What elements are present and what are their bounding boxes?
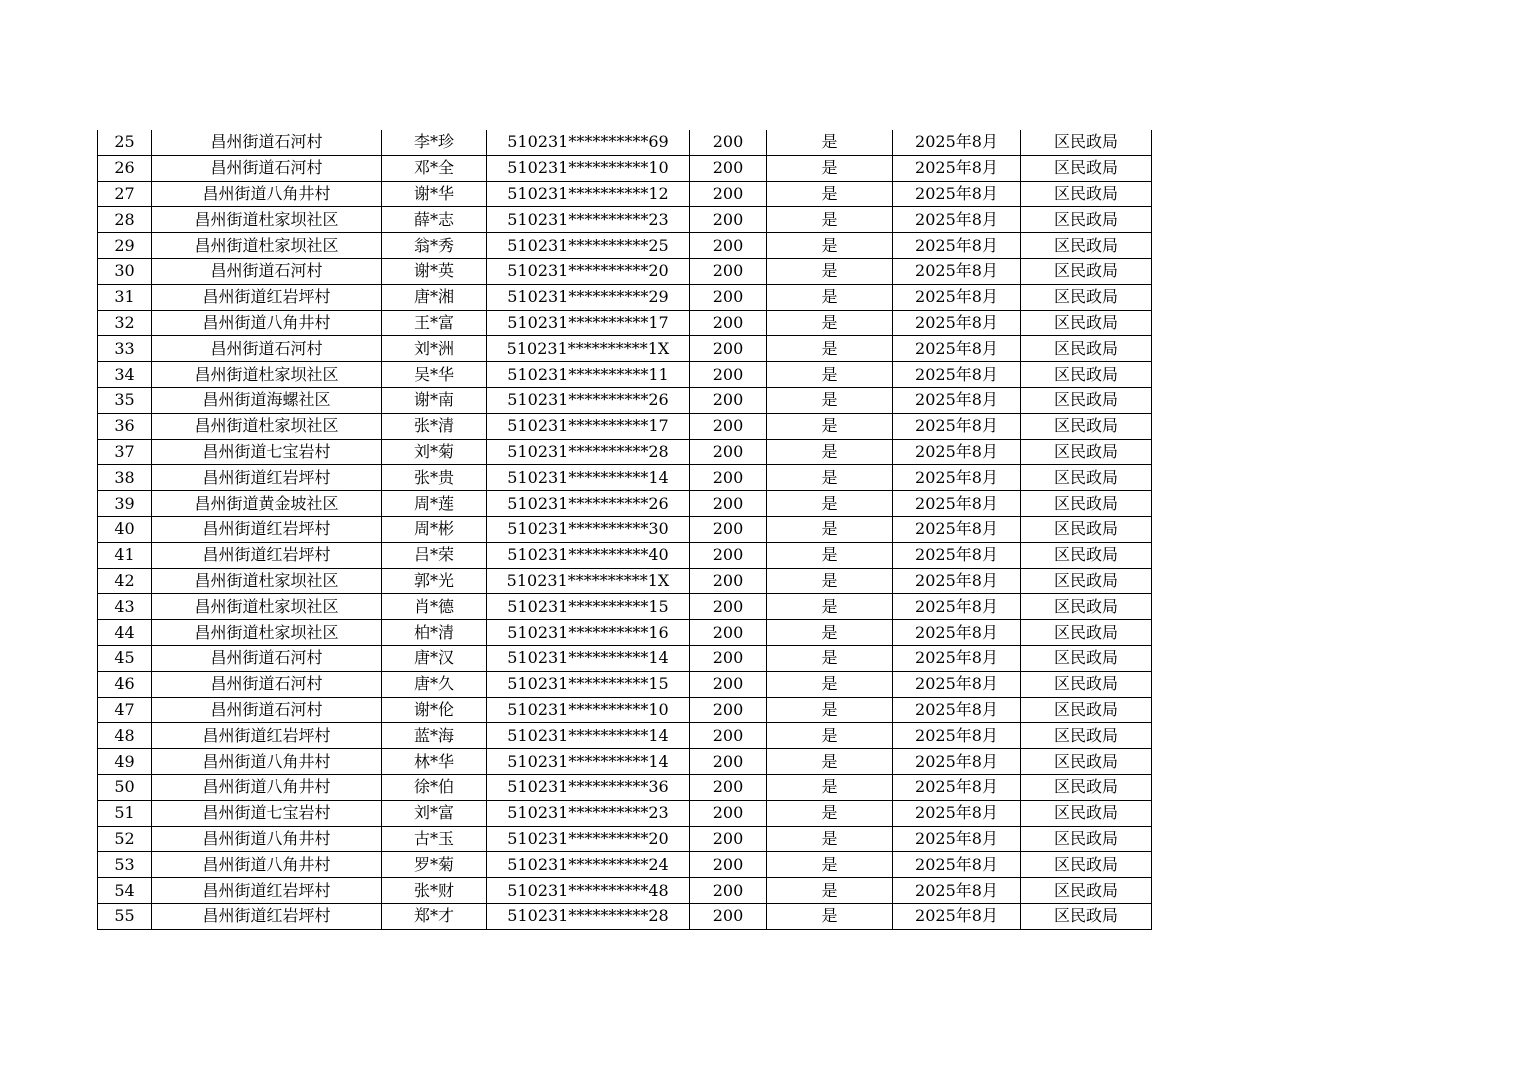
- cell-seq: 36: [98, 413, 152, 439]
- cell-date: 2025年8月: [893, 568, 1021, 594]
- cell-seq: 42: [98, 568, 152, 594]
- cell-flag: 是: [767, 516, 893, 542]
- cell-location: 昌州街道八角井村: [152, 852, 382, 878]
- cell-location: 昌州街道石河村: [152, 258, 382, 284]
- table-row: [98, 491, 1152, 517]
- cell-id-number: 510231**********40: [487, 542, 690, 568]
- table-row: [98, 645, 1152, 671]
- cell-seq: 55: [98, 903, 152, 929]
- cell-id-number: 510231**********26: [487, 491, 690, 517]
- cell-flag: 是: [767, 233, 893, 259]
- cell-location: 昌州街道杜家坝社区: [152, 362, 382, 388]
- cell-amount: 200: [690, 645, 767, 671]
- cell-dept: 区民政局: [1021, 465, 1152, 491]
- cell-flag: 是: [767, 697, 893, 723]
- table-row: [98, 284, 1152, 310]
- cell-location: 昌州街道石河村: [152, 155, 382, 181]
- cell-amount: 200: [690, 413, 767, 439]
- cell-seq: 47: [98, 697, 152, 723]
- cell-seq: 35: [98, 387, 152, 413]
- table-row: [98, 542, 1152, 568]
- cell-seq: 25: [98, 130, 152, 155]
- cell-date: 2025年8月: [893, 233, 1021, 259]
- roster-table: [97, 130, 1152, 930]
- cell-name: 吕*荣: [382, 542, 487, 568]
- cell-amount: 200: [690, 181, 767, 207]
- table-row: [98, 568, 1152, 594]
- cell-date: 2025年8月: [893, 413, 1021, 439]
- cell-seq: 52: [98, 826, 152, 852]
- cell-id-number: 510231**********14: [487, 465, 690, 491]
- cell-location: 昌州街道红岩坪村: [152, 284, 382, 310]
- cell-date: 2025年8月: [893, 878, 1021, 904]
- cell-id-number: 510231**********28: [487, 439, 690, 465]
- cell-location: 昌州街道石河村: [152, 645, 382, 671]
- cell-amount: 200: [690, 516, 767, 542]
- cell-id-number: 510231**********20: [487, 258, 690, 284]
- cell-dept: 区民政局: [1021, 620, 1152, 646]
- cell-name: 唐*湘: [382, 284, 487, 310]
- cell-id-number: 510231**********48: [487, 878, 690, 904]
- cell-dept: 区民政局: [1021, 852, 1152, 878]
- cell-flag: 是: [767, 542, 893, 568]
- cell-flag: 是: [767, 903, 893, 929]
- table-row: [98, 336, 1152, 362]
- cell-name: 谢*华: [382, 181, 487, 207]
- cell-flag: 是: [767, 568, 893, 594]
- cell-amount: 200: [690, 130, 767, 155]
- cell-id-number: 510231**********16: [487, 620, 690, 646]
- cell-amount: 200: [690, 697, 767, 723]
- cell-amount: 200: [690, 465, 767, 491]
- table-row: [98, 130, 1152, 155]
- cell-date: 2025年8月: [893, 465, 1021, 491]
- cell-location: 昌州街道七宝岩村: [152, 439, 382, 465]
- cell-name: 王*富: [382, 310, 487, 336]
- cell-date: 2025年8月: [893, 800, 1021, 826]
- table-row: [98, 413, 1152, 439]
- cell-name: 张*财: [382, 878, 487, 904]
- cell-location: 昌州街道黄金坡社区: [152, 491, 382, 517]
- cell-date: 2025年8月: [893, 516, 1021, 542]
- cell-date: 2025年8月: [893, 723, 1021, 749]
- cell-id-number: 510231**********69: [487, 130, 690, 155]
- cell-dept: 区民政局: [1021, 207, 1152, 233]
- cell-id-number: 510231**********15: [487, 594, 690, 620]
- cell-id-number: 510231**********28: [487, 903, 690, 929]
- cell-id-number: 510231**********10: [487, 155, 690, 181]
- cell-location: 昌州街道红岩坪村: [152, 465, 382, 491]
- table-row: [98, 826, 1152, 852]
- cell-name: 邓*全: [382, 155, 487, 181]
- cell-date: 2025年8月: [893, 439, 1021, 465]
- table-row: [98, 878, 1152, 904]
- cell-amount: 200: [690, 568, 767, 594]
- cell-amount: 200: [690, 284, 767, 310]
- cell-amount: 200: [690, 387, 767, 413]
- cell-seq: 50: [98, 774, 152, 800]
- table-row: [98, 697, 1152, 723]
- cell-name: 吴*华: [382, 362, 487, 388]
- cell-dept: 区民政局: [1021, 181, 1152, 207]
- cell-name: 郑*才: [382, 903, 487, 929]
- cell-name: 刘*洲: [382, 336, 487, 362]
- cell-flag: 是: [767, 723, 893, 749]
- cell-location: 昌州街道红岩坪村: [152, 903, 382, 929]
- cell-dept: 区民政局: [1021, 774, 1152, 800]
- cell-date: 2025年8月: [893, 181, 1021, 207]
- cell-date: 2025年8月: [893, 903, 1021, 929]
- cell-id-number: 510231**********20: [487, 826, 690, 852]
- cell-name: 谢*伦: [382, 697, 487, 723]
- cell-amount: 200: [690, 233, 767, 259]
- cell-seq: 30: [98, 258, 152, 284]
- cell-flag: 是: [767, 258, 893, 284]
- cell-flag: 是: [767, 852, 893, 878]
- cell-location: 昌州街道红岩坪村: [152, 516, 382, 542]
- cell-amount: 200: [690, 336, 767, 362]
- cell-location: 昌州街道石河村: [152, 697, 382, 723]
- cell-date: 2025年8月: [893, 155, 1021, 181]
- roster-sheet: [97, 130, 1152, 930]
- table-row: [98, 310, 1152, 336]
- cell-name: 张*清: [382, 413, 487, 439]
- cell-name: 薛*志: [382, 207, 487, 233]
- cell-date: 2025年8月: [893, 852, 1021, 878]
- cell-amount: 200: [690, 258, 767, 284]
- cell-date: 2025年8月: [893, 697, 1021, 723]
- table-row: [98, 852, 1152, 878]
- cell-date: 2025年8月: [893, 620, 1021, 646]
- cell-dept: 区民政局: [1021, 258, 1152, 284]
- cell-id-number: 510231**********12: [487, 181, 690, 207]
- cell-seq: 39: [98, 491, 152, 517]
- cell-date: 2025年8月: [893, 491, 1021, 517]
- cell-dept: 区民政局: [1021, 310, 1152, 336]
- cell-seq: 37: [98, 439, 152, 465]
- cell-dept: 区民政局: [1021, 723, 1152, 749]
- cell-amount: 200: [690, 594, 767, 620]
- cell-dept: 区民政局: [1021, 413, 1152, 439]
- cell-dept: 区民政局: [1021, 645, 1152, 671]
- cell-dept: 区民政局: [1021, 387, 1152, 413]
- cell-location: 昌州街道杜家坝社区: [152, 413, 382, 439]
- cell-location: 昌州街道红岩坪村: [152, 542, 382, 568]
- cell-dept: 区民政局: [1021, 903, 1152, 929]
- cell-location: 昌州街道红岩坪村: [152, 723, 382, 749]
- cell-dept: 区民政局: [1021, 749, 1152, 775]
- cell-id-number: 510231**********1X: [487, 568, 690, 594]
- cell-amount: 200: [690, 878, 767, 904]
- cell-seq: 53: [98, 852, 152, 878]
- cell-amount: 200: [690, 723, 767, 749]
- roster-body: [98, 130, 1152, 929]
- cell-name: 刘*富: [382, 800, 487, 826]
- cell-date: 2025年8月: [893, 207, 1021, 233]
- cell-seq: 32: [98, 310, 152, 336]
- cell-flag: 是: [767, 310, 893, 336]
- table-row: [98, 903, 1152, 929]
- cell-seq: 26: [98, 155, 152, 181]
- cell-location: 昌州街道八角井村: [152, 774, 382, 800]
- cell-seq: 34: [98, 362, 152, 388]
- cell-dept: 区民政局: [1021, 336, 1152, 362]
- cell-name: 周*莲: [382, 491, 487, 517]
- cell-name: 古*玉: [382, 826, 487, 852]
- table-row: [98, 723, 1152, 749]
- cell-flag: 是: [767, 491, 893, 517]
- cell-flag: 是: [767, 594, 893, 620]
- cell-amount: 200: [690, 749, 767, 775]
- table-row: [98, 774, 1152, 800]
- cell-dept: 区民政局: [1021, 439, 1152, 465]
- cell-id-number: 510231**********23: [487, 800, 690, 826]
- cell-flag: 是: [767, 413, 893, 439]
- cell-name: 罗*菊: [382, 852, 487, 878]
- cell-seq: 33: [98, 336, 152, 362]
- cell-seq: 27: [98, 181, 152, 207]
- cell-id-number: 510231**********14: [487, 723, 690, 749]
- cell-amount: 200: [690, 826, 767, 852]
- table-row: [98, 155, 1152, 181]
- cell-name: 唐*汉: [382, 645, 487, 671]
- cell-dept: 区民政局: [1021, 130, 1152, 155]
- table-row: [98, 671, 1152, 697]
- table-row: [98, 800, 1152, 826]
- table-row: [98, 362, 1152, 388]
- cell-name: 翁*秀: [382, 233, 487, 259]
- cell-id-number: 510231**********25: [487, 233, 690, 259]
- cell-flag: 是: [767, 181, 893, 207]
- cell-location: 昌州街道石河村: [152, 671, 382, 697]
- cell-flag: 是: [767, 207, 893, 233]
- cell-seq: 44: [98, 620, 152, 646]
- cell-location: 昌州街道红岩坪村: [152, 878, 382, 904]
- cell-amount: 200: [690, 903, 767, 929]
- cell-name: 林*华: [382, 749, 487, 775]
- cell-id-number: 510231**********17: [487, 413, 690, 439]
- cell-date: 2025年8月: [893, 336, 1021, 362]
- cell-id-number: 510231**********11: [487, 362, 690, 388]
- cell-dept: 区民政局: [1021, 594, 1152, 620]
- cell-flag: 是: [767, 671, 893, 697]
- cell-date: 2025年8月: [893, 645, 1021, 671]
- cell-name: 唐*久: [382, 671, 487, 697]
- cell-seq: 51: [98, 800, 152, 826]
- cell-id-number: 510231**********14: [487, 749, 690, 775]
- cell-amount: 200: [690, 542, 767, 568]
- cell-flag: 是: [767, 826, 893, 852]
- cell-location: 昌州街道七宝岩村: [152, 800, 382, 826]
- cell-id-number: 510231**********30: [487, 516, 690, 542]
- cell-seq: 45: [98, 645, 152, 671]
- cell-amount: 200: [690, 800, 767, 826]
- cell-id-number: 510231**********26: [487, 387, 690, 413]
- cell-location: 昌州街道石河村: [152, 130, 382, 155]
- table-row: [98, 258, 1152, 284]
- cell-dept: 区民政局: [1021, 362, 1152, 388]
- cell-date: 2025年8月: [893, 284, 1021, 310]
- cell-date: 2025年8月: [893, 362, 1021, 388]
- cell-seq: 49: [98, 749, 152, 775]
- cell-location: 昌州街道杜家坝社区: [152, 568, 382, 594]
- cell-flag: 是: [767, 439, 893, 465]
- cell-location: 昌州街道八角井村: [152, 310, 382, 336]
- cell-amount: 200: [690, 852, 767, 878]
- table-row: [98, 387, 1152, 413]
- cell-id-number: 510231**********14: [487, 645, 690, 671]
- cell-flag: 是: [767, 155, 893, 181]
- cell-name: 刘*菊: [382, 439, 487, 465]
- cell-id-number: 510231**********36: [487, 774, 690, 800]
- cell-id-number: 510231**********23: [487, 207, 690, 233]
- cell-seq: 31: [98, 284, 152, 310]
- cell-seq: 43: [98, 594, 152, 620]
- cell-id-number: 510231**********15: [487, 671, 690, 697]
- cell-id-number: 510231**********1X: [487, 336, 690, 362]
- cell-dept: 区民政局: [1021, 516, 1152, 542]
- cell-location: 昌州街道石河村: [152, 336, 382, 362]
- cell-location: 昌州街道杜家坝社区: [152, 233, 382, 259]
- cell-dept: 区民政局: [1021, 568, 1152, 594]
- table-row: [98, 207, 1152, 233]
- cell-flag: 是: [767, 362, 893, 388]
- cell-date: 2025年8月: [893, 387, 1021, 413]
- cell-amount: 200: [690, 439, 767, 465]
- cell-location: 昌州街道杜家坝社区: [152, 620, 382, 646]
- cell-dept: 区民政局: [1021, 233, 1152, 259]
- cell-name: 蓝*海: [382, 723, 487, 749]
- cell-name: 周*彬: [382, 516, 487, 542]
- table-row: [98, 749, 1152, 775]
- cell-dept: 区民政局: [1021, 800, 1152, 826]
- cell-amount: 200: [690, 671, 767, 697]
- cell-seq: 46: [98, 671, 152, 697]
- cell-flag: 是: [767, 465, 893, 491]
- cell-id-number: 510231**********29: [487, 284, 690, 310]
- cell-location: 昌州街道八角井村: [152, 749, 382, 775]
- cell-flag: 是: [767, 387, 893, 413]
- cell-seq: 54: [98, 878, 152, 904]
- cell-id-number: 510231**********10: [487, 697, 690, 723]
- cell-dept: 区民政局: [1021, 826, 1152, 852]
- cell-dept: 区民政局: [1021, 284, 1152, 310]
- cell-flag: 是: [767, 645, 893, 671]
- cell-id-number: 510231**********17: [487, 310, 690, 336]
- cell-seq: 41: [98, 542, 152, 568]
- cell-name: 肖*德: [382, 594, 487, 620]
- cell-date: 2025年8月: [893, 310, 1021, 336]
- table-row: [98, 233, 1152, 259]
- cell-dept: 区民政局: [1021, 542, 1152, 568]
- cell-name: 谢*英: [382, 258, 487, 284]
- cell-name: 柏*清: [382, 620, 487, 646]
- cell-dept: 区民政局: [1021, 155, 1152, 181]
- cell-date: 2025年8月: [893, 258, 1021, 284]
- cell-date: 2025年8月: [893, 671, 1021, 697]
- table-row: [98, 620, 1152, 646]
- cell-amount: 200: [690, 620, 767, 646]
- cell-amount: 200: [690, 491, 767, 517]
- cell-flag: 是: [767, 878, 893, 904]
- cell-dept: 区民政局: [1021, 878, 1152, 904]
- cell-date: 2025年8月: [893, 749, 1021, 775]
- cell-dept: 区民政局: [1021, 671, 1152, 697]
- cell-flag: 是: [767, 336, 893, 362]
- table-row: [98, 594, 1152, 620]
- cell-name: 谢*南: [382, 387, 487, 413]
- cell-flag: 是: [767, 130, 893, 155]
- table-row: [98, 465, 1152, 491]
- cell-date: 2025年8月: [893, 594, 1021, 620]
- cell-dept: 区民政局: [1021, 697, 1152, 723]
- cell-seq: 38: [98, 465, 152, 491]
- cell-flag: 是: [767, 774, 893, 800]
- cell-seq: 48: [98, 723, 152, 749]
- cell-location: 昌州街道八角井村: [152, 181, 382, 207]
- cell-name: 徐*伯: [382, 774, 487, 800]
- table-row: [98, 181, 1152, 207]
- cell-seq: 29: [98, 233, 152, 259]
- cell-date: 2025年8月: [893, 774, 1021, 800]
- cell-location: 昌州街道海螺社区: [152, 387, 382, 413]
- cell-location: 昌州街道八角井村: [152, 826, 382, 852]
- cell-flag: 是: [767, 284, 893, 310]
- cell-name: 张*贵: [382, 465, 487, 491]
- cell-name: 郭*光: [382, 568, 487, 594]
- cell-flag: 是: [767, 800, 893, 826]
- cell-amount: 200: [690, 362, 767, 388]
- cell-date: 2025年8月: [893, 826, 1021, 852]
- cell-amount: 200: [690, 155, 767, 181]
- cell-amount: 200: [690, 310, 767, 336]
- table-row: [98, 439, 1152, 465]
- cell-seq: 28: [98, 207, 152, 233]
- table-row: [98, 516, 1152, 542]
- cell-dept: 区民政局: [1021, 491, 1152, 517]
- cell-name: 李*珍: [382, 130, 487, 155]
- cell-amount: 200: [690, 774, 767, 800]
- cell-location: 昌州街道杜家坝社区: [152, 207, 382, 233]
- cell-id-number: 510231**********24: [487, 852, 690, 878]
- cell-location: 昌州街道杜家坝社区: [152, 594, 382, 620]
- cell-seq: 40: [98, 516, 152, 542]
- cell-date: 2025年8月: [893, 542, 1021, 568]
- cell-amount: 200: [690, 207, 767, 233]
- cell-date: 2025年8月: [893, 130, 1021, 155]
- cell-flag: 是: [767, 749, 893, 775]
- cell-flag: 是: [767, 620, 893, 646]
